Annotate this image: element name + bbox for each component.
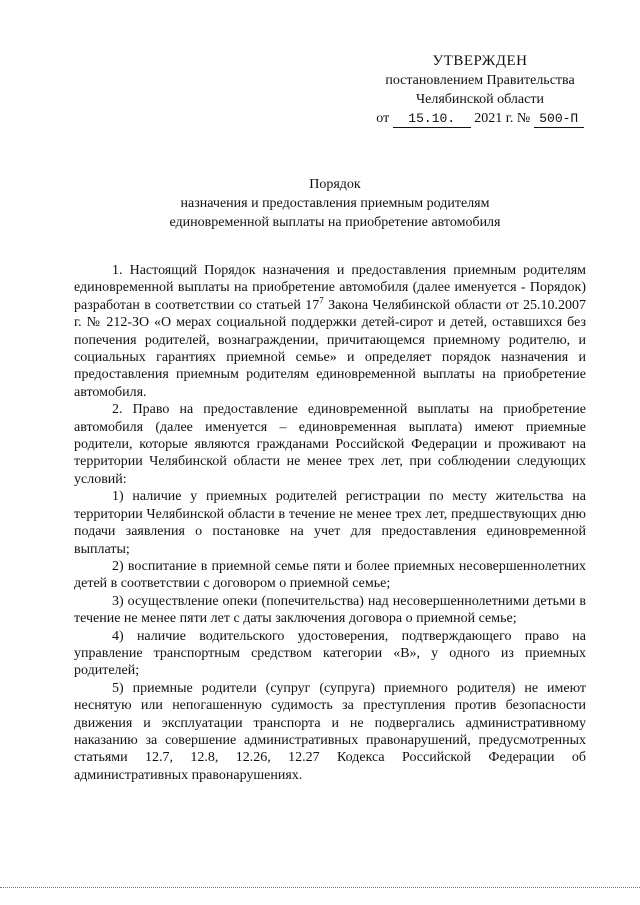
scan-bottom-edge [0, 887, 640, 890]
approval-line-2: Челябинской области [416, 92, 544, 107]
document-number: 500-П [534, 111, 584, 128]
condition-4: 4) наличие водительского удостоверения, подтверждающего право на управление транспортным средством категории «В», у одного из приемных родителей; [74, 628, 586, 679]
date-prefix: от [376, 111, 390, 126]
heading-subtitle-2: единовременной выплаты на приобретение автомобиля [169, 215, 501, 230]
condition-1: 1) наличие у приемных родителей регистрации по месту жительства на территории Челябинской области в течение не менее трех лет, предшествующих дню подачи заявления о постановке на учет для предоставления единовременной выплаты; [74, 489, 586, 557]
paragraph-1-text-a: 1. Настоящий Порядок назначения и предоставления приемным родителям единовременной выплаты на приобретение автомобиля (далее именуется - Порядок) разработан в соответствии со статьей 17 [74, 263, 586, 313]
approval-title: УТВЕРЖДЕН [432, 53, 528, 69]
paragraph-1 [74, 262, 586, 401]
year-text: 2021 г. № [474, 111, 531, 126]
condition-2: 2) воспитание в приемной семье пяти и более приемных несовершеннолетних детей в соответствии с договором о приемной семье; [74, 558, 586, 592]
heading-title: Порядок [309, 177, 361, 192]
document-heading [70, 175, 600, 232]
paragraph-2: 2. Право на предоставление единовременной выплаты на приобретение автомобиля (далее именуется – единовременная выплата) имеют приемные родители, которые являются гражданами Российской Федерации и проживают на территории Челябинской области не менее трех лет, при соблюдении следующих условий: [74, 402, 586, 487]
article-superscript: 7 [319, 295, 324, 306]
date-value: 15.10. [393, 111, 471, 128]
approval-line-1: постановлением Правительства [385, 73, 575, 88]
approval-stamp [340, 52, 620, 128]
paragraph-1-text-b: Закона Челябинской области от 25.10.2007 г. № 212-ЗО «О мерах социальной поддержки детей-сирот и детей, оставшихся без попечения родителей, вознаграждении, причитающемся приемному родителю, и социальных гарантиях приемной семье» и определяет порядок назначения и предоставления приемным родителям единовременной выплаты на приобретение автомобиля. [74, 297, 587, 400]
heading-subtitle-1: назначения и предоставления приемным родителям [180, 196, 490, 211]
document-body [74, 262, 586, 784]
approval-date-line [340, 109, 620, 128]
condition-5: 5) приемные родители (супруг (супруга) приемного родителя) не имеют неснятую или непогашенную судимость за преступления против безопасности движения и эксплуатации транспорта и не подвергались административному наказанию за совершение административных правонарушений, предусмотренных статьями 12.7, 12.8, 12.26, 12.27 Кодекса Российской Федерации об административных правонарушениях. [74, 680, 586, 783]
condition-3: 3) осуществление опеки (попечительства) над несовершеннолетними детьми в течение не менее пяти лет с даты заключения договора о приемной семье; [74, 593, 586, 627]
